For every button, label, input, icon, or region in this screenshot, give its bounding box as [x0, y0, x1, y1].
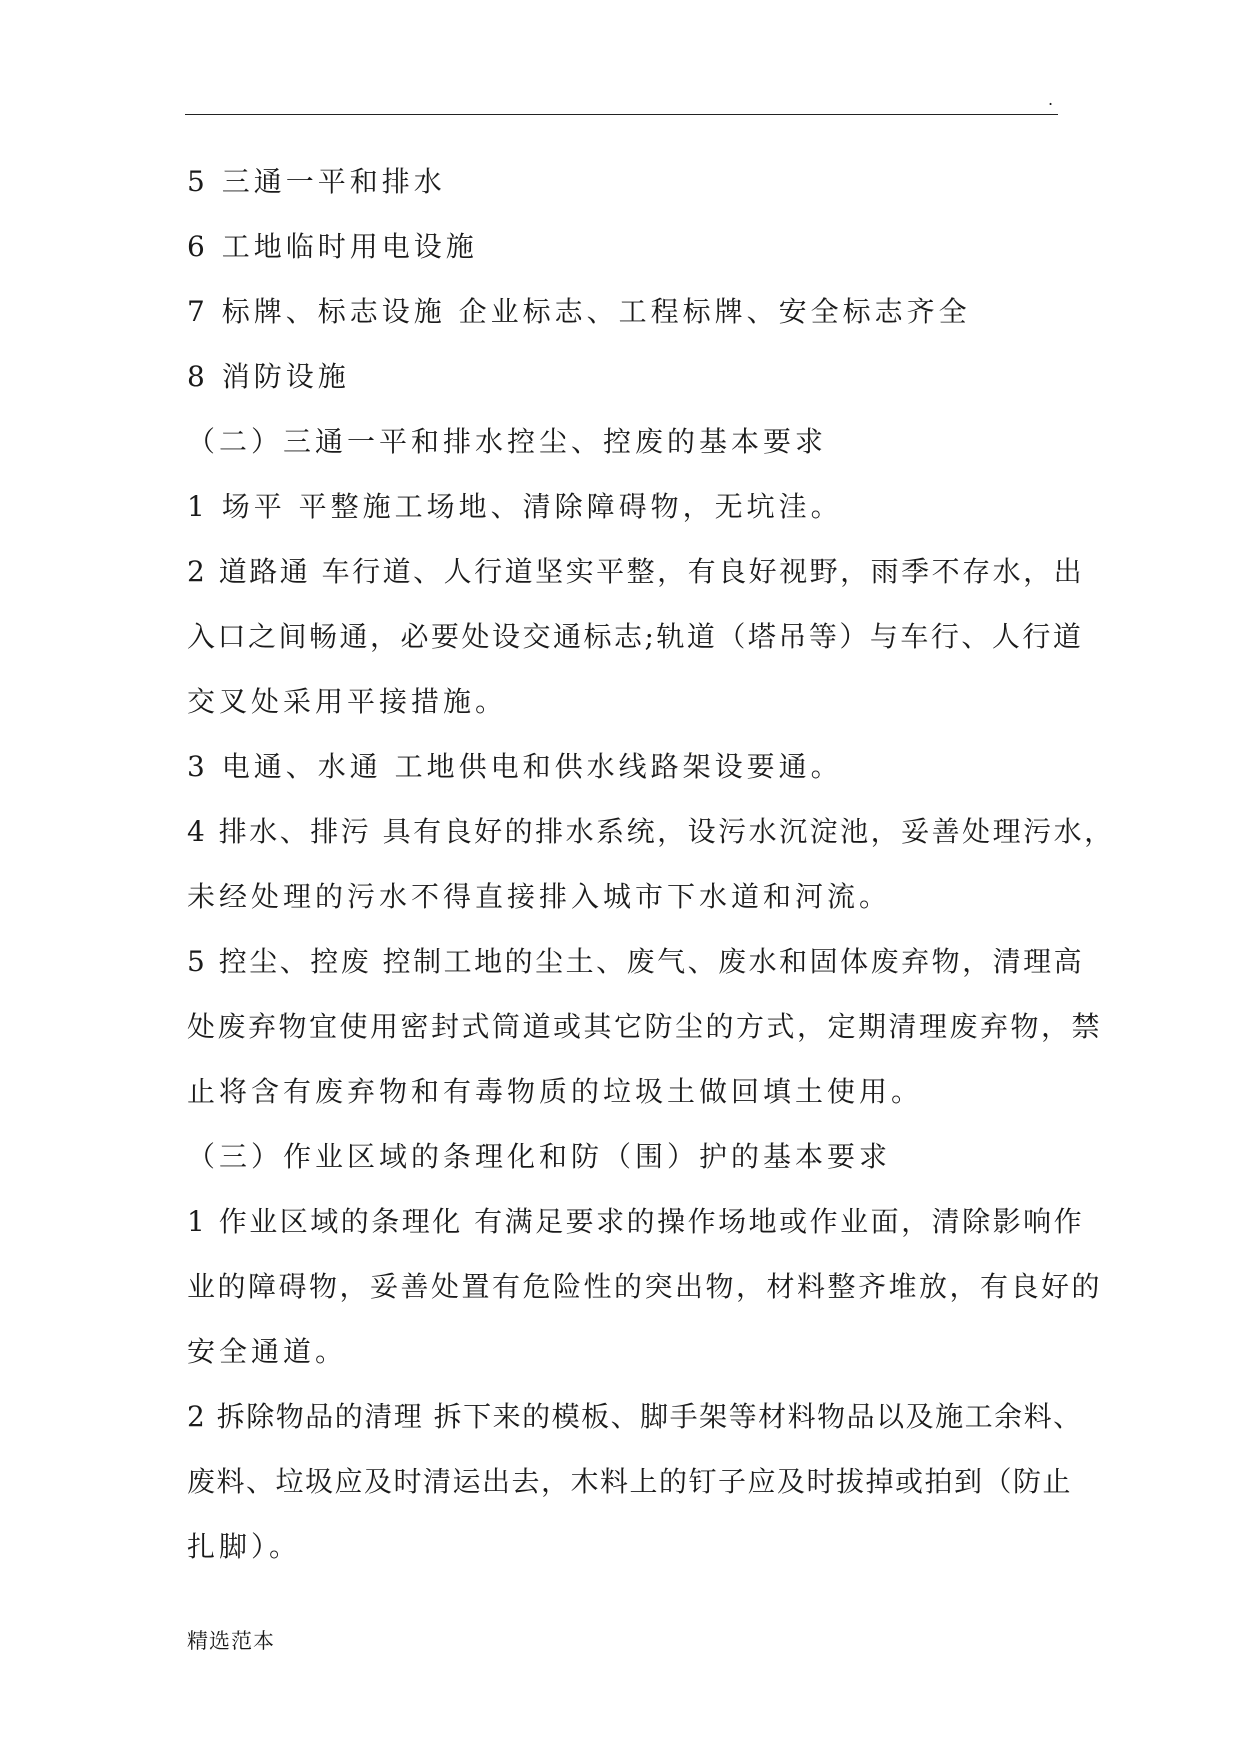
text-line: 入口之间畅通，必要处设交通标志;轨道（塔吊等）与车行、人行道 — [187, 620, 1084, 653]
text-line: 5 控尘、控废 控制工地的尘土、废气、废水和固体废弃物，清理高 — [187, 945, 1085, 978]
text-line: 交叉处采用平接措施。 — [187, 685, 508, 718]
text-line: 2 道路通 车行道、人行道坚实平整，有良好视野，雨季不存水，出 — [187, 555, 1085, 588]
text-line: 未经处理的污水不得直接排入城市下水道和河流。 — [187, 880, 892, 913]
section-heading: （二）三通一平和排水控尘、控废的基本要求 — [187, 425, 828, 458]
section-heading: （三）作业区域的条理化和防（围）护的基本要求 — [187, 1140, 892, 1173]
text-line: 处废弃物宜使用密封式筒道或其它防尘的方式，定期清理废弃物，禁 — [187, 1010, 1103, 1043]
text-line: 1 场平 平整施工场地、清除障碍物，无坑洼。 — [187, 490, 843, 523]
text-line: 7 标牌、标志设施 企业标志、工程标牌、安全标志齐全 — [187, 295, 971, 328]
header-dot: . — [1048, 90, 1054, 109]
footer-label: 精选范本 — [187, 1629, 275, 1653]
text-line: 安全通道。 — [187, 1335, 348, 1368]
text-line: 4 排水、排污 具有良好的排水系统，设污水沉淀池，妥善处理污水， — [187, 815, 1115, 848]
text-line: 业的障碍物，妥善处置有危险性的突出物，材料整齐堆放，有良好的 — [187, 1270, 1103, 1303]
text-line: 8 消防设施 — [187, 360, 350, 393]
text-line: 1 作业区域的条理化 有满足要求的操作场地或作业面，清除影响作 — [187, 1205, 1085, 1238]
text-line: 止将含有废弃物和有毒物质的垃圾土做回填土使用。 — [187, 1075, 924, 1108]
document-body — [187, 156, 1115, 1586]
text-line: 3 电通、水通 工地供电和供水线路架设要通。 — [187, 750, 843, 783]
header-rule — [185, 114, 1058, 115]
text-line: 5 三通一平和排水 — [187, 165, 446, 198]
text-line: 扎脚）。 — [187, 1530, 302, 1563]
text-line: 废料、垃圾应及时清运出去，木料上的钉子应及时拔掉或拍到（防止 — [187, 1465, 1073, 1498]
text-line: 2 拆除物品的清理 拆下来的模板、脚手架等材料物品以及施工余料、 — [187, 1400, 1083, 1433]
text-line: 6 工地临时用电设施 — [187, 230, 478, 263]
